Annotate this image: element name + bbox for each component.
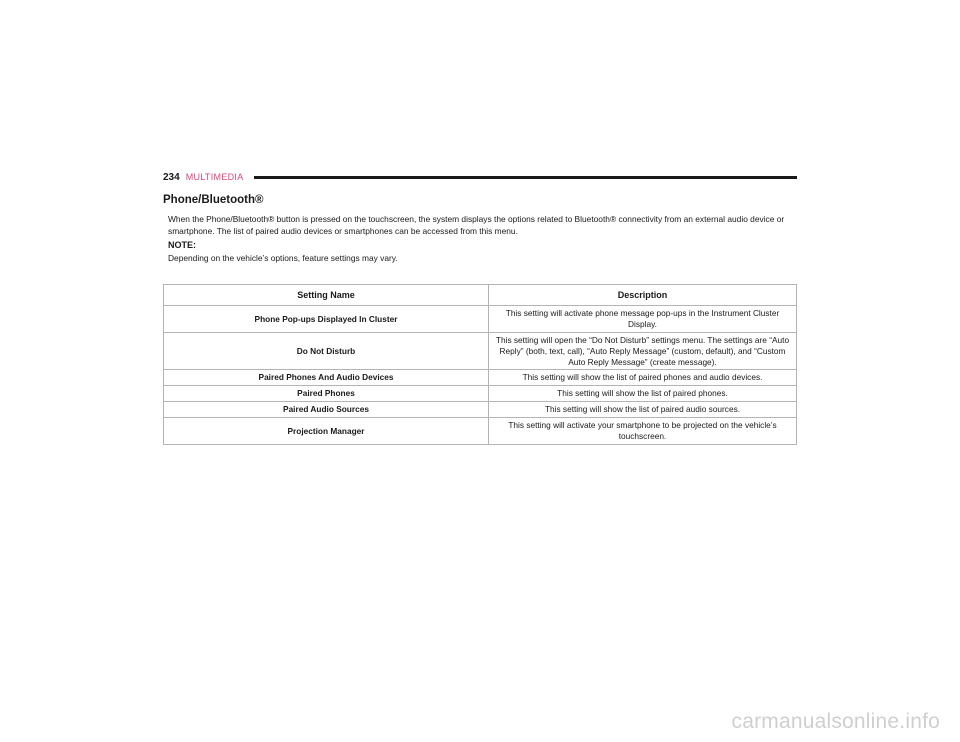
setting-name-cell: Projection Manager [164, 418, 489, 445]
note-label: NOTE: [168, 240, 196, 250]
section-title: Phone/Bluetooth® [163, 194, 264, 206]
setting-name-cell: Do Not Disturb [164, 333, 489, 370]
table-row [164, 402, 797, 418]
settings-table [163, 284, 797, 445]
column-header-description: Description [489, 285, 797, 306]
description-cell: This setting will activate your smartphone to be projected on the vehicle’s touchscreen. [489, 418, 797, 445]
column-header-setting-name: Setting Name [164, 285, 489, 306]
description-cell: This setting will show the list of paired audio sources. [489, 402, 797, 418]
setting-name-cell: Phone Pop-ups Displayed In Cluster [164, 306, 489, 333]
table-row [164, 370, 797, 386]
page-number: 234 [163, 171, 180, 183]
page-header [163, 170, 797, 184]
table-row [164, 418, 797, 445]
table-header-row [164, 285, 797, 306]
description-cell: This setting will open the “Do Not Disturb” settings menu. The settings are “Auto Reply” (both, text, call), “Auto Reply Message” (custom, default), and “Custom Auto Reply Message” (create message). [489, 333, 797, 370]
watermark: carmanualsonline.info [731, 710, 940, 733]
setting-name-cell: Paired Phones [164, 386, 489, 402]
setting-name-cell: Paired Audio Sources [164, 402, 489, 418]
table-row [164, 386, 797, 402]
description-cell: This setting will show the list of paired phones and audio devices. [489, 370, 797, 386]
table-row [164, 306, 797, 333]
table-row [164, 333, 797, 370]
description-cell: This setting will activate phone message pop-ups in the Instrument Cluster Display. [489, 306, 797, 333]
section-name: MULTIMEDIA [185, 172, 244, 182]
header-rule [254, 176, 797, 179]
description-cell: This setting will show the list of paired phones. [489, 386, 797, 402]
setting-name-cell: Paired Phones And Audio Devices [164, 370, 489, 386]
note-text: Depending on the vehicle’s options, feature settings may vary. [168, 253, 398, 263]
intro-paragraph: When the Phone/Bluetooth® button is pressed on the touchscreen, the system displays the options related to Bluetooth® connectivity from an external audio device or smartphone. The list of paired audio devices or smartphones can be accessed from this menu. [168, 214, 785, 236]
